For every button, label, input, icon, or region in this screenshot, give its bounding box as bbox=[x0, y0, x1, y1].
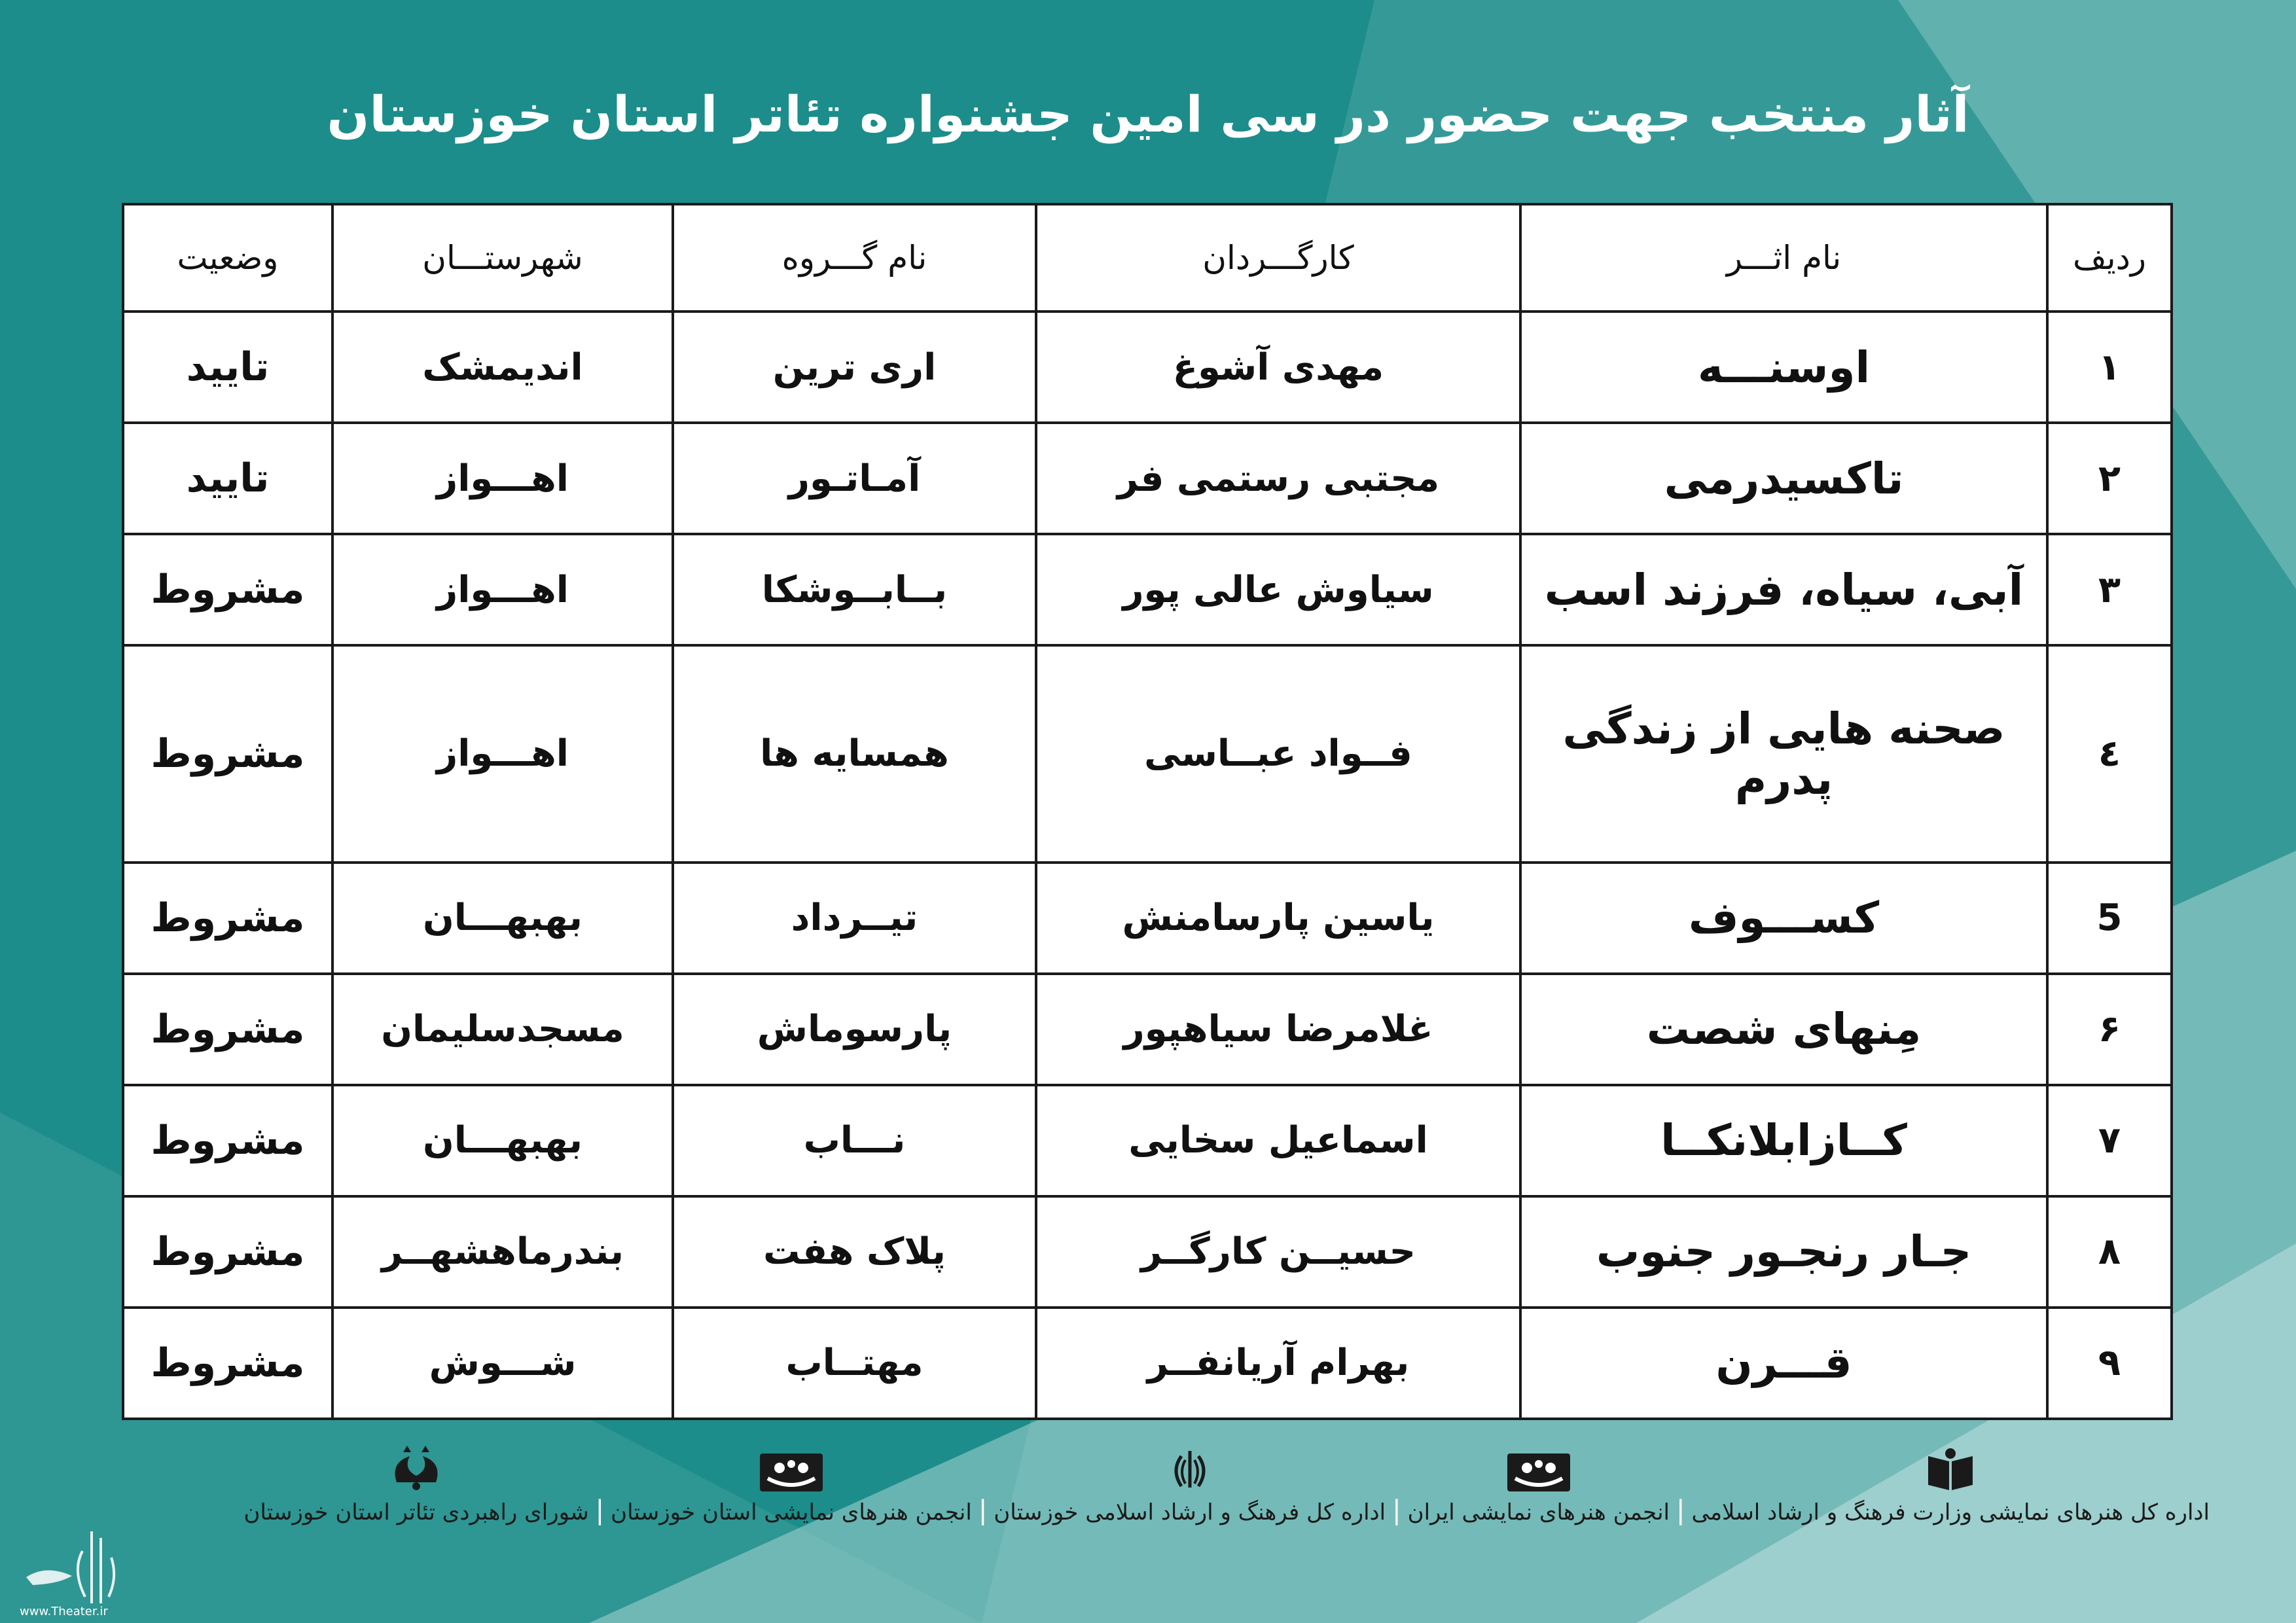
work-name: کــازابلانکــا bbox=[1520, 1085, 2047, 1196]
org-label: اداره کل فرهنگ و ارشاد اسلامی خوزستان bbox=[994, 1499, 1386, 1525]
work-name: تاکسیدرمی bbox=[1520, 423, 2047, 534]
group-name: مهتــاب bbox=[673, 1308, 1036, 1419]
status-value: مشروط bbox=[123, 974, 332, 1085]
footer-separator: | bbox=[595, 1495, 605, 1525]
group-name: همسایه ها bbox=[673, 645, 1036, 863]
director-name: یاسین پارسامنش bbox=[1036, 863, 1520, 974]
table-row bbox=[123, 534, 2172, 645]
group-name: بــابــوشکا bbox=[673, 534, 1036, 645]
director-name: سیاوش عالی پور bbox=[1036, 534, 1520, 645]
work-name: صحنه هایی از زندگی پدرم bbox=[1520, 645, 2047, 863]
row-number: ۲ bbox=[2047, 423, 2172, 534]
status-value: تایید bbox=[123, 423, 332, 534]
row-number: 5 bbox=[2047, 863, 2172, 974]
group-name: آمـاتـور bbox=[673, 423, 1036, 534]
watermark-url: www.Theater.ir bbox=[20, 1605, 108, 1618]
org-khuzestan-culture-office bbox=[994, 1443, 1386, 1525]
org-khuzestan-theater-council bbox=[243, 1443, 588, 1525]
group-name: اری ترین bbox=[673, 312, 1036, 423]
status-value: مشروط bbox=[123, 863, 332, 974]
status-value: مشروط bbox=[123, 1196, 332, 1308]
org-label: شورای راهبردی تئاتر استان خوزستان bbox=[243, 1499, 589, 1525]
table-header-row bbox=[123, 204, 2172, 312]
iran-emblem-icon bbox=[1167, 1443, 1213, 1493]
city-name: بهبهـــان bbox=[332, 863, 673, 974]
row-number: ٤ bbox=[2047, 645, 2172, 863]
org-performing-arts-ministry bbox=[1691, 1443, 2210, 1525]
group-name: پلاک هفت bbox=[673, 1196, 1036, 1308]
director-name: اسماعیل سخایی bbox=[1036, 1085, 1520, 1196]
city-name: اندیمشک bbox=[332, 312, 673, 423]
festival-logo-icon bbox=[384, 1443, 449, 1493]
theater-masks-logo-icon bbox=[759, 1443, 824, 1493]
city-name: اهـــواز bbox=[332, 645, 673, 863]
group-name: نـــاب bbox=[673, 1085, 1036, 1196]
org-label: انجمن هنرهای نمایشی ایران bbox=[1407, 1499, 1670, 1525]
footer-separator: | bbox=[1676, 1495, 1685, 1525]
header-row-number: ردیف bbox=[2047, 204, 2172, 312]
director-name: بهرام آریانفــر bbox=[1036, 1308, 1520, 1419]
table-row bbox=[123, 645, 2172, 863]
page-title: آثار منتخب جهت حضور در سی امین جشنواره تئاتر استان خوزستان bbox=[327, 85, 1969, 143]
header-work-name: نام اثـــر bbox=[1520, 204, 2047, 312]
group-name: تیــرداد bbox=[673, 863, 1036, 974]
header-group-name: نام گـــروه bbox=[673, 204, 1036, 312]
header-status: وضعیت bbox=[123, 204, 332, 312]
director-name: فــواد عبــاسی bbox=[1036, 645, 1520, 863]
row-number: ۳ bbox=[2047, 534, 2172, 645]
table-row bbox=[123, 423, 2172, 534]
status-value: تایید bbox=[123, 312, 332, 423]
status-value: مشروط bbox=[123, 534, 332, 645]
theater-masks-logo-icon bbox=[1506, 1443, 1571, 1493]
status-value: مشروط bbox=[123, 1308, 332, 1419]
city-name: بهبهـــان bbox=[332, 1085, 673, 1196]
org-label: اداره کل هنرهای نمایشی وزارت فرهنگ و ارشاد اسلامی bbox=[1691, 1499, 2210, 1525]
footer-organizations bbox=[115, 1443, 2210, 1525]
table-row bbox=[123, 1085, 2172, 1196]
table-row bbox=[123, 1308, 2172, 1419]
header-director: کارگـــردان bbox=[1036, 204, 1520, 312]
director-name: مهدی آشوغ bbox=[1036, 312, 1520, 423]
city-name: مسجدسلیمان bbox=[332, 974, 673, 1085]
selected-works-table bbox=[122, 203, 2173, 1420]
org-khuzestan-performing-arts-association bbox=[611, 1443, 972, 1525]
director-name: غلامرضا سیاهپور bbox=[1036, 974, 1520, 1085]
iran-theater-watermark-logo bbox=[20, 1525, 131, 1616]
row-number: ۶ bbox=[2047, 974, 2172, 1085]
org-iran-performing-arts-association bbox=[1408, 1443, 1670, 1525]
status-value: مشروط bbox=[123, 1085, 332, 1196]
work-name: جـار رنجـور جنوب bbox=[1520, 1196, 2047, 1308]
work-name: اوسنـــه bbox=[1520, 312, 2047, 423]
table-row bbox=[123, 1196, 2172, 1308]
city-name: اهـــواز bbox=[332, 423, 673, 534]
group-name: پارسوماش bbox=[673, 974, 1036, 1085]
director-name: حسیــن کارگــر bbox=[1036, 1196, 1520, 1308]
work-name: آبی، سیاه، فرزند اسب bbox=[1520, 534, 2047, 645]
header-city: شهرستـــان bbox=[332, 204, 673, 312]
director-name: مجتبی رستمی فر bbox=[1036, 423, 1520, 534]
work-name: قـــرن bbox=[1520, 1308, 2047, 1419]
book-logo-icon bbox=[1924, 1443, 1977, 1493]
table-row bbox=[123, 863, 2172, 974]
table-row bbox=[123, 974, 2172, 1085]
city-name: شـــوش bbox=[332, 1308, 673, 1419]
footer-separator: | bbox=[1392, 1495, 1401, 1525]
table-row bbox=[123, 312, 2172, 423]
footer-separator: | bbox=[978, 1495, 988, 1525]
row-number: ۹ bbox=[2047, 1308, 2172, 1419]
city-name: بندرماهشهــر bbox=[332, 1196, 673, 1308]
org-label: انجمن هنرهای نمایشی استان خوزستان bbox=[611, 1499, 972, 1525]
row-number: ۱ bbox=[2047, 312, 2172, 423]
work-name: مِنهای شصت bbox=[1520, 974, 2047, 1085]
city-name: اهـــواز bbox=[332, 534, 673, 645]
row-number: ۷ bbox=[2047, 1085, 2172, 1196]
work-name: کســـوف bbox=[1520, 863, 2047, 974]
status-value: مشروط bbox=[123, 645, 332, 863]
row-number: ۸ bbox=[2047, 1196, 2172, 1308]
